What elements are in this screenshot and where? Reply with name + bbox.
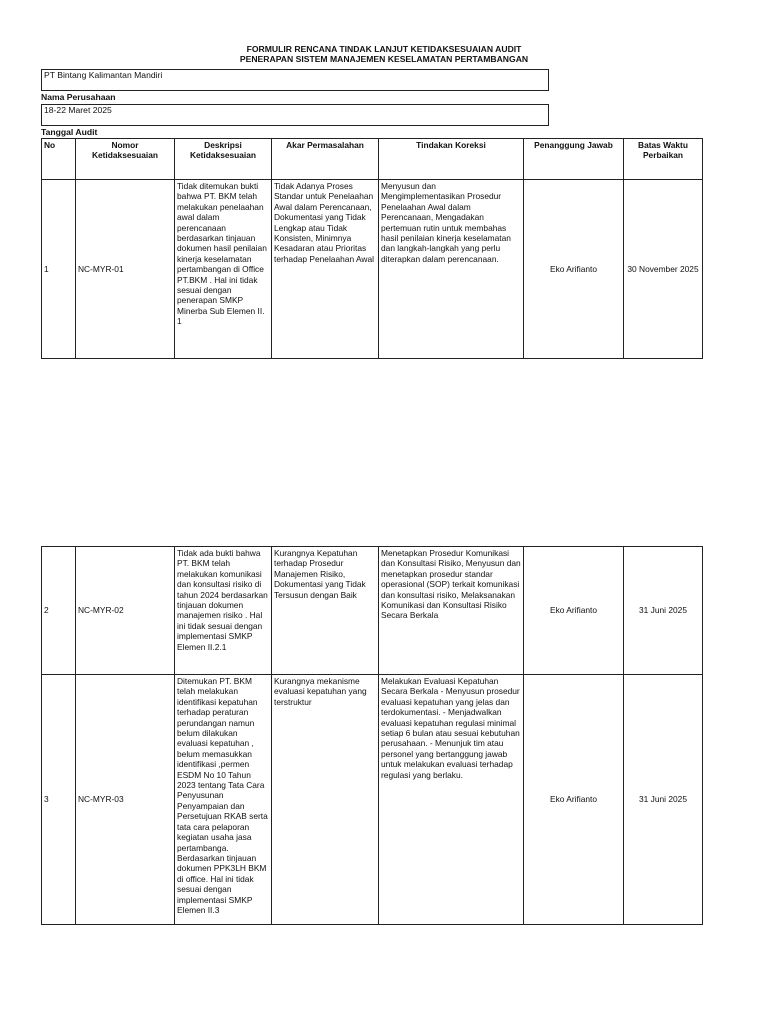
row-corrective-action: Menetapkan Prosedur Komunikasi dan Konsultasi Risiko, Menyusun dan menetapkan prosedur standar operasional (SOP) terkait komunikasi dan konsultasi risiko, Melaksanakan Komunikasi dan Konsultasi Risiko Secara Berkala bbox=[379, 547, 524, 675]
company-name-label: Nama Perusahaan bbox=[41, 92, 116, 102]
header-nomor-ketidaksesuaian: Nomor Ketidaksesuaian bbox=[76, 139, 175, 180]
row-no: 1 bbox=[42, 180, 76, 359]
row-responsible: Eko Arifianto bbox=[524, 675, 624, 925]
header-penanggung-jawab: Penanggung Jawab bbox=[524, 139, 624, 180]
row-responsible: Eko Arifianto bbox=[524, 547, 624, 675]
header-deskripsi: Deskripsi Ketidaksesuaian bbox=[175, 139, 272, 180]
table-row bbox=[42, 547, 703, 675]
row-description: Tidak ada bukti bahwa PT. BKM telah melakukan komunikasi dan konsultasi risiko di tahun 2024 berdasarkan tinjauan dokumen manajemen risiko . Hal ini tidak sesuai dengan implementasi SMKP Elemen II.2.1 bbox=[175, 547, 272, 675]
table-header-row bbox=[42, 139, 703, 180]
row-nc-number: NC-MYR-02 bbox=[76, 547, 175, 675]
header-tindakan-koreksi: Tindakan Koreksi bbox=[379, 139, 524, 180]
company-name-field[interactable]: PT Bintang Kalimantan Mandiri bbox=[41, 69, 549, 91]
findings-table-part2 bbox=[41, 546, 703, 925]
row-no: 2 bbox=[42, 547, 76, 675]
row-corrective-action: Melakukan Evaluasi Kepatuhan Secara Berkala - Menyusun prosedur evaluasi kepatuhan yang jelas dan terdokumentasi. - Menjadwalkan evaluasi kepatuhan regulasi minimal setiap 6 bulan atau sesuai kebutuhan perusahaan. - Menunjuk tim atau personel yang bertanggung jawab untuk melakukan evaluasi terhadap regulasi yang berlaku. bbox=[379, 675, 524, 925]
table-row bbox=[42, 180, 703, 359]
table-row bbox=[42, 675, 703, 925]
row-responsible: Eko Arifianto bbox=[524, 180, 624, 359]
row-no: 3 bbox=[42, 675, 76, 925]
row-nc-number: NC-MYR-03 bbox=[76, 675, 175, 925]
row-nc-number: NC-MYR-01 bbox=[76, 180, 175, 359]
row-deadline: 30 November 2025 bbox=[624, 180, 703, 359]
form-title-line1: FORMULIR RENCANA TINDAK LANJUT KETIDAKSESUAIAN AUDIT bbox=[246, 44, 522, 54]
header-no: No bbox=[42, 139, 76, 180]
row-root-cause: Tidak Adanya Proses Standar untuk Penelaahan Awal dalam Perencanaan, Dokumentasi yang Tidak Lengkap atau Tidak Konsisten, Minimnya Kesadaran atau Prioritas terhadap Penelaahan Awal bbox=[272, 180, 379, 359]
findings-table-part1 bbox=[41, 138, 703, 359]
row-root-cause: Kurangnya Kepatuhan terhadap Prosedur Manajemen Risiko, Dokumentasi yang Tidak Tersusun dengan Baik bbox=[272, 547, 379, 675]
header-akar-permasalahan: Akar Permasalahan bbox=[272, 139, 379, 180]
audit-date-label: Tanggal Audit bbox=[41, 127, 98, 137]
row-root-cause: Kurangnya mekanisme evaluasi kepatuhan yang terstruktur bbox=[272, 675, 379, 925]
audit-date-field[interactable]: 18-22 Maret 2025 bbox=[41, 104, 549, 126]
form-title-line2: PENERAPAN SISTEM MANAJEMEN KESELAMATAN PERTAMBANGAN bbox=[239, 54, 529, 64]
header-batas-waktu: Batas Waktu Perbaikan bbox=[624, 139, 703, 180]
row-deadline: 31 Juni 2025 bbox=[624, 675, 703, 925]
row-corrective-action: Menyusun dan Mengimplementasikan Prosedur Penelaahan Awal dalam Perencanaan, Mengadakan pertemuan rutin untuk membahas hasil penilaian kinerja keselamatan dan langkah-langkah yang perlu diterapkan dalam perencanaan. bbox=[379, 180, 524, 359]
row-description: Ditemukan PT. BKM telah melakukan identifikasi kepatuhan terhadap peraturan perundangan namun belum dilakukan evaluasi kepatuhan , belum memasukkan identifikasi ,permen ESDM No 10 Tahun 2023 tentang Tata Cara Penyusunan Penyampaian dan Persetujuan RKAB serta tata cara pelaporan kegiatan usaha jasa pertambanga. Berdasarkan tinjauan dokumen PPK3LH BKM di office. Hal ini tidak sesuai dengan implementasi SMKP Elemen II.3 bbox=[175, 675, 272, 925]
row-description: Tidak ditemukan bukti bahwa PT. BKM telah melakukan penelaahan awal dalam perencanaan berdasarkan tinjauan dokumen hasil penilaian kinerja keselamatan pertambangan di Office PT.BKM . Hal ini tidak sesuai dengan penerapan SMKP Minerba Sub Elemen II. 1 bbox=[175, 180, 272, 359]
row-deadline: 31 Juni 2025 bbox=[624, 547, 703, 675]
